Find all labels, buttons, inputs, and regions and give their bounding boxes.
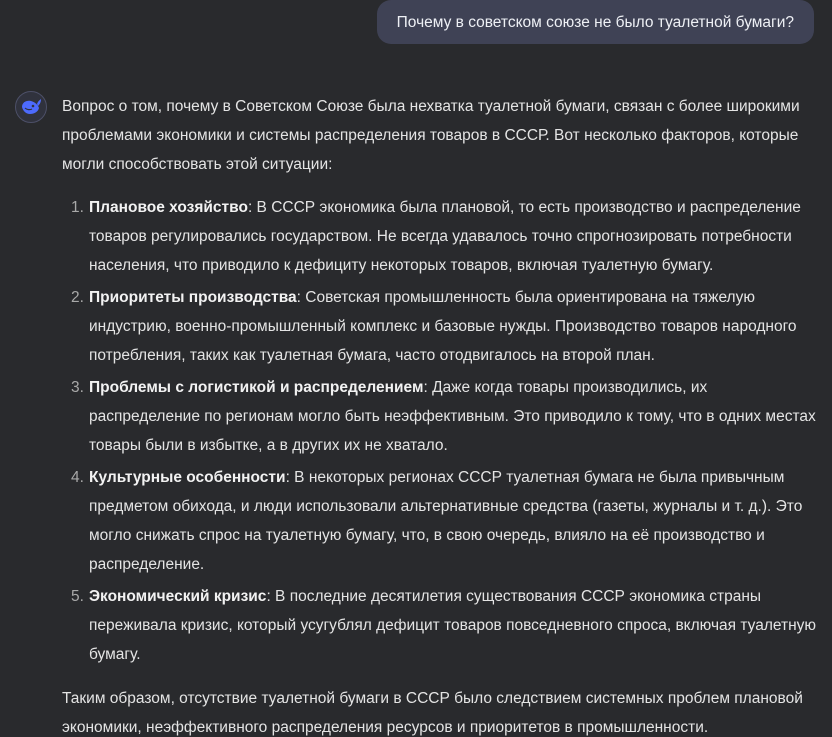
list-item [62,463,822,579]
list-item [62,193,822,280]
list-item [62,373,822,460]
list-item-title: Культурные особенности [89,469,286,486]
answer-conclusion: Таким образом, отсутствие туалетной бумаги в СССР было следствием системных проблем плановой экономики, неэффективного распределения ресурсов и приоритетов в промышленности. [62,690,803,736]
assistant-avatar [15,91,47,123]
list-item-text: : В некоторых регионах СССР туалетная бумага не была привычным предметом обихода, и люди использовали альтернативные средства (газеты, журналы и т. д.). Это могло снижать спрос на туалетную бумагу, что, в свою очередь, влияло на её производство и распределение. [89,469,803,573]
list-item-text: : Даже когда товары производились, их распределение по регионам могло быть неэффективным. Это приводило к тому, что в одних местах товары были в избытке, а в других их не хватало. [89,379,816,454]
list-item-text: : В последние десятилетия существования СССР экономика страны переживала кризис, который усугублял дефицит товаров повседневного спроса, включая туалетную бумагу. [89,588,817,663]
list-item-number: 1. [71,199,84,216]
list-item-number: 2. [71,289,84,306]
list-item-text: : Советская промышленность была ориентирована на тяжелую индустрию, военно-промышленный комплекс и базовые нужды. Производство товаров народного потребления, таких как туалетная бумага, часто отодвигалось на второй план. [89,289,797,364]
list-item [62,582,822,669]
list-item [62,283,822,370]
user-message-bubble: Почему в советском союзе не было туалетной бумаги? [377,0,814,44]
list-item-number: 5. [71,588,84,605]
factors-list [62,193,822,669]
list-item-title: Проблемы с логистикой и распределением [89,379,424,396]
list-item-title: Плановое хозяйство [89,199,248,216]
answer-intro: Вопрос о том, почему в Советском Союзе была нехватка туалетной бумаги, связан с более широкими проблемами экономики и системы распределения товаров в СССР. Вот несколько факторов, которые могли способствовать этой ситуации: [62,98,800,173]
list-item-title: Экономический кризис [89,588,267,605]
list-item-number: 4. [71,469,84,486]
list-item-title: Приоритеты производства [89,289,297,306]
list-item-text: : В СССР экономика была плановой, то есть производство и распределение товаров регулировались государством. Не всегда удавалось точно спрогнозировать потребности населения, что приводило к дефициту некоторых товаров, включая туалетную бумагу. [89,199,801,274]
assistant-answer [62,92,822,737]
list-item-number: 3. [71,379,84,396]
whale-icon [20,98,42,116]
